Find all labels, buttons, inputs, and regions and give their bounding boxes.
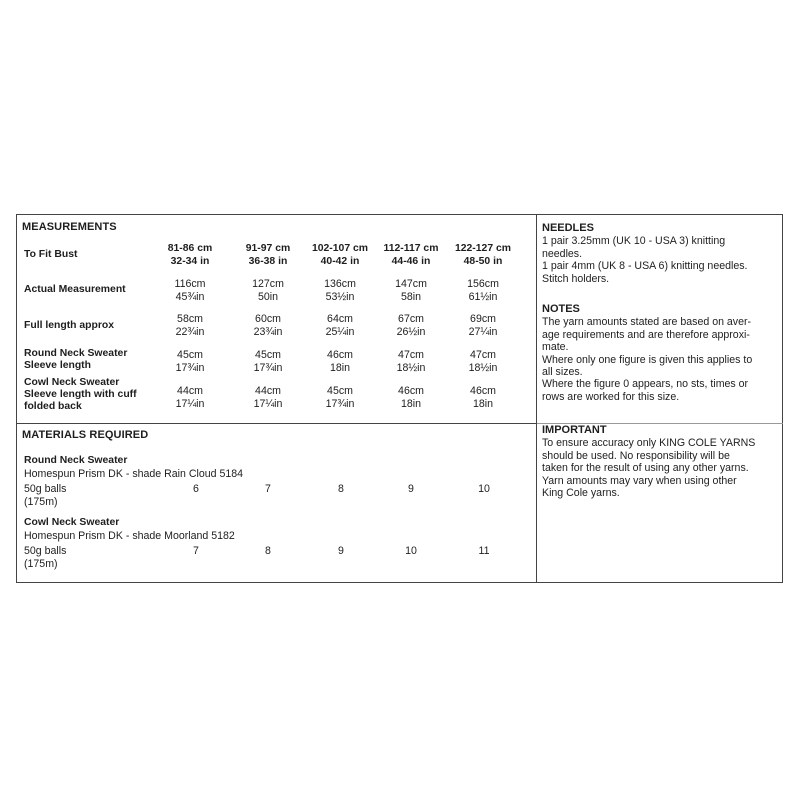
row-label-to-fit-bust: To Fit Bust bbox=[24, 249, 78, 260]
notes-heading: NOTES bbox=[542, 303, 580, 315]
table-cell: 44cm 17¼in bbox=[253, 385, 283, 410]
table-cell: 46cm 18in bbox=[398, 385, 424, 410]
important-section bbox=[542, 424, 778, 499]
table-cell: 127cm 50in bbox=[252, 278, 284, 303]
important-line: To ensure accuracy only KING COLE YARNS bbox=[542, 437, 756, 450]
important-line: King Cole yarns. bbox=[542, 487, 620, 500]
notes-line: all sizes. bbox=[542, 366, 583, 379]
row-label-cowl-neck: Cowl Neck Sweater Sleeve length with cuff folded back bbox=[24, 377, 137, 412]
table-cell: 8 bbox=[338, 483, 344, 495]
table-cell: 156cm 61½in bbox=[467, 278, 499, 303]
table-cell: 11 bbox=[478, 545, 490, 557]
needles-line: needles. bbox=[542, 247, 583, 260]
measurements-heading: MEASUREMENTS bbox=[22, 221, 117, 233]
table-cell: 44cm 17¼in bbox=[175, 385, 205, 410]
materials-unit: 50g balls (175m) bbox=[24, 545, 67, 570]
needles-line: 1 pair 4mm (UK 8 - USA 6) knitting needles. bbox=[542, 260, 748, 273]
size-header-1: 81-86 cm 32-34 in bbox=[167, 243, 213, 267]
table-cell: 136cm 53½in bbox=[324, 278, 356, 303]
column-divider bbox=[536, 214, 537, 583]
important-line: Yarn amounts may vary when using other bbox=[542, 474, 737, 487]
table-cell: 7 bbox=[265, 483, 271, 495]
table-cell: 10 bbox=[405, 545, 417, 557]
needles-line: Stitch holders. bbox=[542, 272, 610, 285]
needles-heading: NEEDLES bbox=[542, 222, 594, 234]
table-cell: 45cm 17¾in bbox=[325, 385, 355, 410]
table-cell: 60cm 23¾in bbox=[253, 313, 283, 338]
table-cell: 116cm 45¾in bbox=[174, 278, 206, 303]
section-divider bbox=[16, 423, 536, 424]
needles-section bbox=[542, 222, 778, 285]
materials-group-title: Cowl Neck Sweater bbox=[24, 517, 120, 528]
materials-heading: MATERIALS REQUIRED bbox=[22, 429, 149, 441]
table-cell: 46cm 18in bbox=[327, 349, 353, 374]
size-header-2: 91-97 cm 36-38 in bbox=[245, 243, 291, 267]
table-cell: 58cm 22¾in bbox=[175, 313, 205, 338]
notes-line: Where only one figure is given this applies to bbox=[542, 353, 753, 366]
table-cell: 47cm 18½in bbox=[396, 349, 426, 374]
notes-line: Where the figure 0 appears, no sts, times or bbox=[542, 378, 749, 391]
row-label-actual-measurement: Actual Measurement bbox=[24, 284, 126, 295]
table-cell: 64cm 25¼in bbox=[325, 313, 355, 338]
table-cell: 8 bbox=[265, 545, 271, 557]
row-label-full-length: Full length approx bbox=[24, 320, 115, 331]
materials-group-title: Round Neck Sweater bbox=[24, 455, 128, 466]
important-heading: IMPORTANT bbox=[542, 424, 607, 436]
table-cell: 45cm 17¾in bbox=[175, 349, 205, 374]
table-cell: 147cm 58in bbox=[395, 278, 427, 303]
table-cell: 10 bbox=[478, 483, 490, 495]
materials-unit: 50g balls (175m) bbox=[24, 483, 67, 508]
needles-line: 1 pair 3.25mm (UK 10 - USA 3) knitting bbox=[542, 235, 726, 248]
materials-yarn: Homespun Prism DK - shade Moorland 5182 bbox=[24, 530, 235, 542]
notes-line: age requirements and are therefore approxi- bbox=[542, 328, 750, 341]
notes-line: The yarn amounts stated are based on aver- bbox=[542, 316, 752, 329]
size-header-5: 122-127 cm 48-50 in bbox=[454, 243, 512, 267]
size-header-4: 112-117 cm 44-46 in bbox=[383, 243, 439, 267]
table-cell: 47cm 18½in bbox=[468, 349, 498, 374]
notes-section bbox=[542, 303, 778, 403]
important-line: should be used. No responsibility will be bbox=[542, 449, 730, 462]
table-cell: 9 bbox=[408, 483, 414, 495]
important-line: taken for the result of using any other yarns. bbox=[542, 462, 749, 475]
table-cell: 7 bbox=[193, 545, 199, 557]
table-cell: 46cm 18in bbox=[470, 385, 496, 410]
table-cell: 6 bbox=[193, 483, 199, 495]
table-cell: 45cm 17¾in bbox=[253, 349, 283, 374]
notes-line: rows are worked for this size. bbox=[542, 390, 680, 403]
row-label-round-neck: Round Neck Sweater Sleeve length bbox=[24, 348, 128, 371]
table-cell: 67cm 26½in bbox=[396, 313, 426, 338]
table-cell: 69cm 27¼in bbox=[468, 313, 498, 338]
table-cell: 9 bbox=[338, 545, 344, 557]
materials-yarn: Homespun Prism DK - shade Rain Cloud 5184 bbox=[24, 468, 244, 480]
notes-line: mate. bbox=[542, 341, 569, 354]
size-header-3: 102-107 cm 40-42 in bbox=[311, 243, 369, 267]
